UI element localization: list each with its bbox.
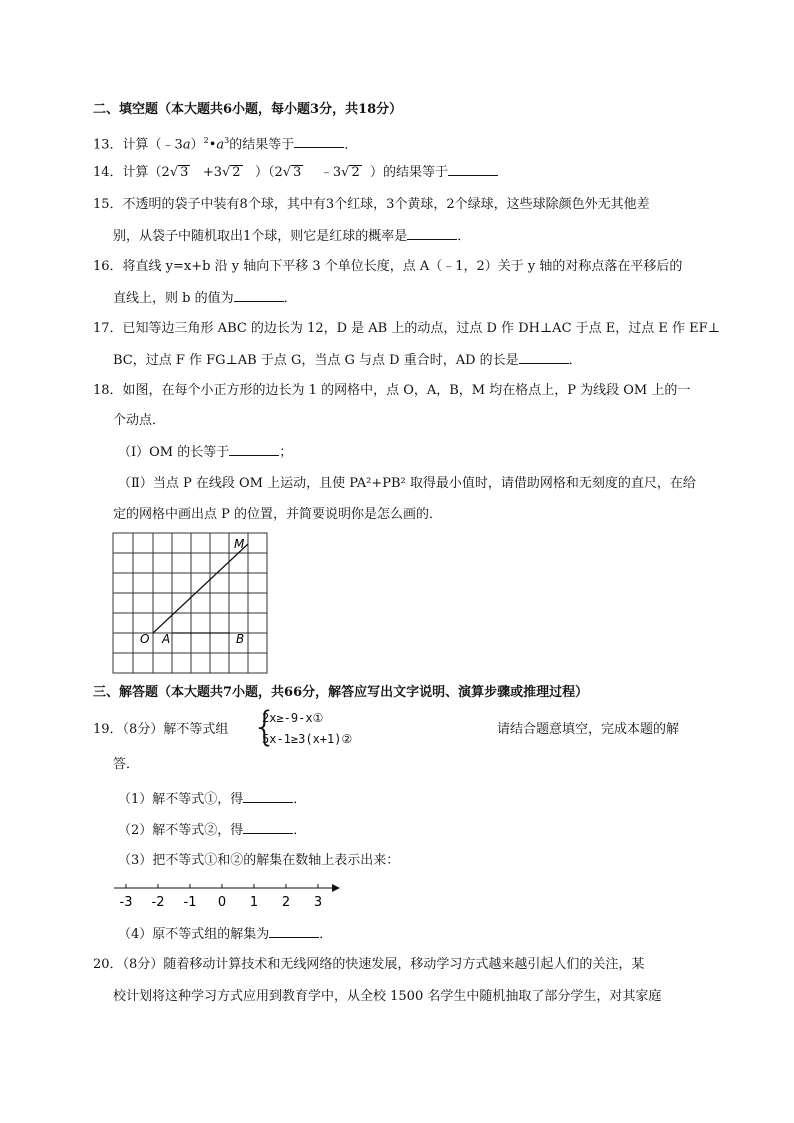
q13-number: 13． — [93, 137, 123, 153]
q19-step4-blank[interactable] — [269, 924, 319, 938]
axis-tick-label: 1 — [249, 895, 259, 910]
q14-plus: +3 — [202, 165, 222, 180]
question-15-line2: 别，从袋子中随机取出1个球，则它是红球的概率是 ． — [113, 226, 470, 247]
question-20-line1: 20．（8分）随着移动计算技术和无线网络的快速发展，移动学习方式越来越引起人们的关注，某 — [93, 957, 645, 972]
q13-dot: • — [208, 137, 217, 153]
system-brace: { — [252, 704, 278, 750]
axis-tick-label: 3 — [313, 895, 323, 910]
q15-answer-blank[interactable] — [407, 226, 457, 240]
q14-radical-2: √ 2 — [221, 165, 241, 180]
q13-pre: 计算（﹣3 — [122, 137, 183, 153]
label-B: B — [236, 632, 245, 646]
question-19-line2: 答． — [113, 757, 140, 772]
question-17-line1: 17．已知等边三角形 ABC 的边长为 12，D 是 AB 上的动点，过点 D 作 DH⊥AC 于点 E，过点 E 作 EF⊥ — [93, 321, 720, 336]
axis-tick-label: -1 — [183, 895, 197, 910]
q14-post: ）的结果等于 — [369, 165, 448, 180]
question-18-line2: 个动点． — [113, 413, 166, 428]
q13-answer-blank[interactable] — [294, 134, 344, 148]
number-line — [110, 878, 340, 910]
axis-tick-label: -2 — [151, 895, 165, 910]
label-M: M — [234, 537, 245, 551]
section3-title: 三、解答题（本大题共7小题，共66分，解答应写出文字说明、演算步骤或推理过程） — [93, 685, 589, 700]
q19-step3: （3）把不等式①和②的解集在数轴上表示出来： — [118, 853, 400, 868]
inequality-1: 2x≥-9-x① — [262, 711, 324, 725]
q13-var-a: a — [182, 137, 191, 153]
q17-answer-blank[interactable] — [519, 350, 569, 364]
segment-OM — [153, 544, 248, 633]
grid-lines — [113, 533, 267, 673]
q19-step4: （4）原不等式组的解集为 ． — [118, 924, 332, 945]
question-15-line1: 15．不透明的袋子中装有8个球，其中有3个红球，3个黄球，2个绿球，这些球除颜色外无其他差 — [93, 197, 650, 212]
q19-step1-blank[interactable] — [243, 789, 293, 803]
axis-tick-label: 2 — [281, 895, 291, 910]
q19-step2-blank[interactable] — [243, 820, 293, 834]
question-18-part2-line2: 定的网格中画出点 P 的位置，并简要说明你是怎么画的． — [113, 507, 443, 522]
q14-pre: 计算（2 — [122, 165, 170, 180]
axis-tick-label: -3 — [119, 895, 133, 910]
q18-answer-blank[interactable] — [229, 442, 279, 456]
question-18-part1: （I）OM 的长等于 ； — [118, 442, 292, 463]
q19-step2: （2）解不等式②，得 ． — [118, 820, 306, 841]
q14-minus: ﹣3 — [319, 165, 342, 180]
q14-answer-blank[interactable] — [448, 162, 498, 176]
question-13 — [93, 131, 357, 155]
q14-radical-4: √ 2 — [341, 165, 360, 180]
q16-answer-blank[interactable] — [234, 288, 284, 302]
q14-close1: ）（2 — [254, 165, 283, 180]
question-20-line2: 校计划将这种学习方式应用到教育学中，从全校 1500 名学生中随机抽取了部分学生，对其家庭 — [113, 989, 662, 1004]
axis-tick-label: 0 — [217, 895, 227, 910]
section2-title: 二、填空题（本大题共6小题，每小题3分，共18分） — [93, 102, 403, 117]
inequality-2: 5x-1≥3(x+1)② — [262, 732, 353, 746]
question-16-line2: 直线上，则 b 的值为 ． — [113, 288, 297, 309]
question-19-tail: 请结合题意填空，完成本题的解 — [497, 722, 680, 737]
q13-post: 的结果等于 — [229, 137, 295, 153]
q13-exp2: 3 — [224, 136, 230, 145]
grid-figure — [110, 530, 270, 675]
question-17-line2: BC，过点 F 作 FG⊥AB 于点 G，当点 G 与点 D 重合时，AD 的长是 ． — [113, 350, 582, 371]
question-16-line1: 16．将直线 y=x+b 沿 y 轴向下平移 3 个单位长度，点 A（﹣1，2）关于 y 轴的对称点落在平移后的 — [93, 259, 683, 274]
label-O: O — [140, 632, 150, 646]
q13-var-a2: a — [216, 137, 225, 153]
q14-radical-3: √ 3 — [282, 165, 302, 180]
q13-mid: ） — [190, 137, 204, 153]
arrow-icon — [332, 884, 340, 892]
question-18-part2-line1: （Ⅱ）当点 P 在线段 OM 上运动，且使 PA²+PB² 取得最小值时，请借助网格和无刻度的直尺，在给 — [118, 476, 696, 491]
question-14 — [93, 162, 498, 183]
q19-step1: （1）解不等式①，得 ． — [118, 789, 306, 810]
q13-end: ． — [344, 137, 358, 153]
q14-radical-1: √ 3 — [169, 165, 189, 180]
label-A: A — [162, 632, 171, 646]
q13-exp1: 2 — [203, 136, 209, 145]
question-19-number: 19．（8分）解不等式组 — [93, 722, 229, 737]
question-18-line1: 18．如图，在每个小正方形的边长为 1 的网格中，点 O，A，B，M 均在格点上，P 为线段 OM 上的一 — [93, 383, 691, 398]
q14-number: 14． — [93, 165, 123, 180]
